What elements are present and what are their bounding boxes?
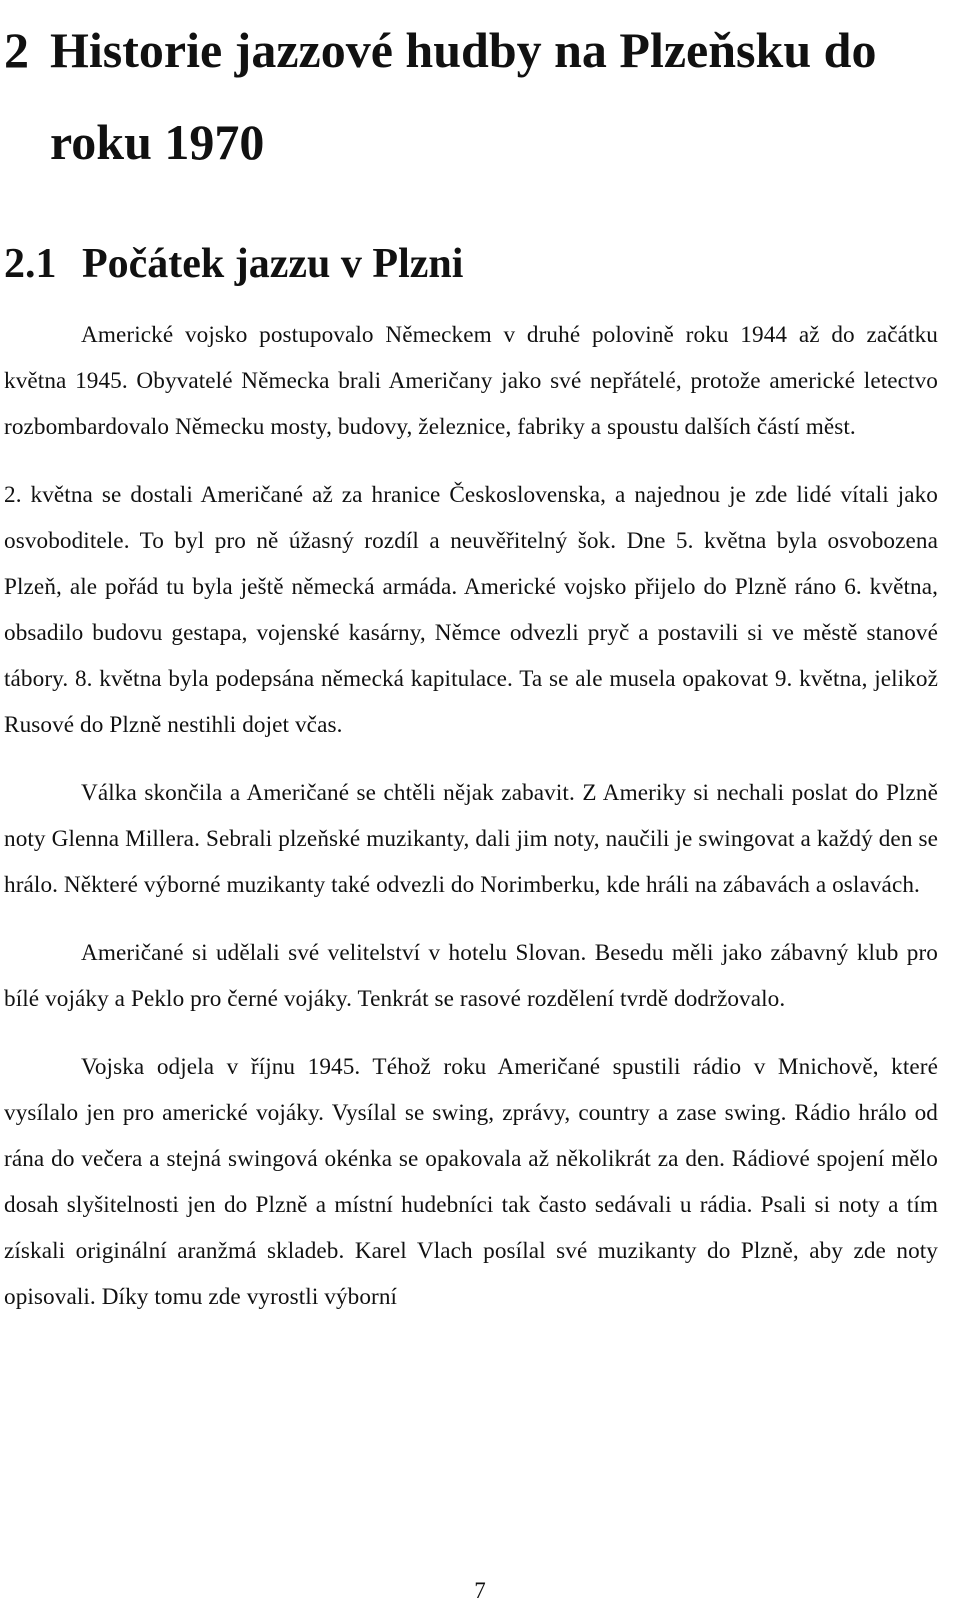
page-number: 7 [474,1578,486,1603]
paragraph-1: Americké vojsko postupovalo Německem v druhé polovině roku 1944 až do začátku května 1945. Obyvatelé Německa brali Američany jako své nepřátelé, protože americké letectvo rozbombardovalo Německu mosty, budovy, železnice, fabriky a spoustu dalších částí měst. [4,322,938,440]
paragraph-2: 2. května se dostali Američané až za hranice Československa, a najednou je zde lidé vítali jako osvoboditele. To byl pro ně úžasný rozdíl a neuvěřitelný šok. Dne 5. května byla osvobozena Plzeň, ale pořád tu byla ještě německá armáda. Americké vojsko přijelo do Plzně ráno 6. května, obsadilo budovu gestapa, vojenské kasárny, Němce odvezli pryč a postavili si ve městě stanové tábory. 8. května byla podepsána německá kapitulace. Ta se ale musela opakovat 9. května, jelikož Rusové do Plzně nestihli dojet včas. [4,482,938,738]
body-text [4,312,938,1320]
chapter-heading [4,0,938,188]
paragraph-4: Američané si udělali své velitelství v hotelu Slovan. Besedu měli jako zábavný klub pro bílé vojáky a Peklo pro černé vojáky. Tenkrát se rasové rozdělení tvrdě dodržovalo. [4,940,938,1012]
chapter-number: 2 [4,22,29,78]
paragraph-3: Válka skončila a Američané se chtěli nějak zabavit. Z Ameriky si nechali poslat do Plzně noty Glenna Millera. Sebrali plzeňské muzikanty, dali jim noty, naučili je swingovat a každý den se hrálo. Některé výborné muzikanty také odvezli do Norimberku, kde hráli na zábavách a oslavách. [4,780,938,898]
section-title: Počátek jazzu v Plzni [82,241,464,287]
section-heading [4,234,938,294]
section-number: 2.1 [4,241,57,287]
chapter-title: Historie jazzové hudby na Plzeňsku do roku 1970 [50,22,877,170]
paragraph-5: Vojska odjela v říjnu 1945. Téhož roku Američané spustili rádio v Mnichově, které vysílalo jen pro americké vojáky. Vysílal se swing, zprávy, country a zase swing. Rádio hrálo od rána do večera a stejná swingová okénka se opakovala až několikrát za den. Rádiové spojení mělo dosah slyšitelnosti jen do Plzně a místní hudebníci tak často sedávali u rádia. Psali si noty a tím získali originální aranžmá skladeb. Karel Vlach posílal své muzikanty do Plzně, aby zde noty opisovali. Díky tomu zde vyrostli výborní [4,1054,938,1310]
